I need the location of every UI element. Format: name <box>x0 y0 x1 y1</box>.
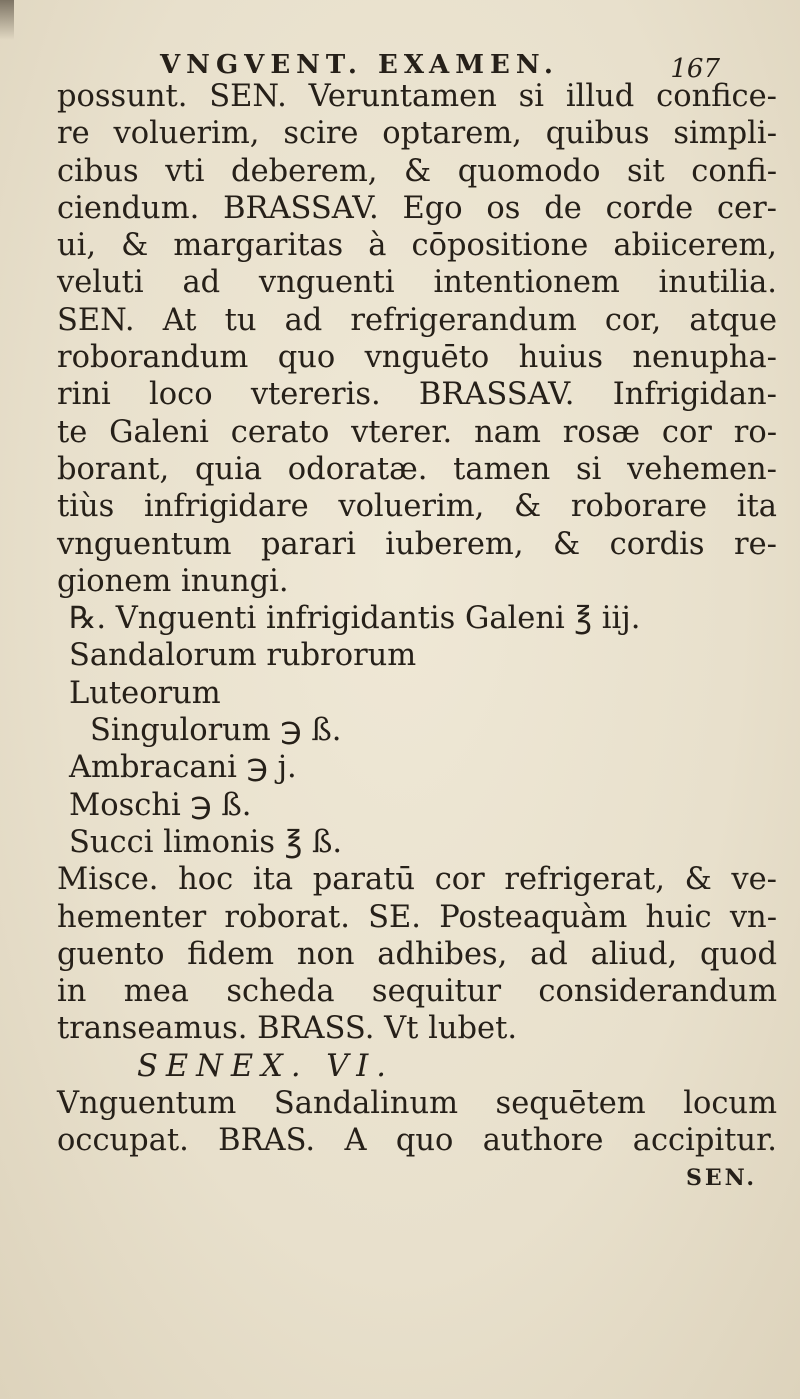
text-line: Misce. hoc ita paratū cor refrigerat, & ve- <box>57 862 777 898</box>
page-edge-shadow <box>0 0 14 40</box>
recipe-ingredient: Luteorum <box>69 675 221 711</box>
text-line: Vnguentum Sandalinum sequētem locum <box>57 1086 777 1122</box>
page-number: 167 <box>670 54 720 84</box>
recipe-ingredient: Singulorum ℈ ß. <box>90 713 342 749</box>
text-line: ui, & margaritas à cōpositione abiicerem, <box>57 228 777 264</box>
text-line: in mea scheda sequitur considerandum <box>57 974 777 1010</box>
text-line: SEN. At tu ad refrigerandum cor, atque <box>57 302 777 338</box>
text-line: gionem inungi. <box>57 563 289 599</box>
recipe-title-line: ℞. Vnguenti infrigidantis Galeni ℥ iij. <box>69 601 641 637</box>
text-line: ciendum. BRASSAV. Ego os de corde cer- <box>57 190 777 226</box>
text-line: vnguentum parari iuberem, & cordis re- <box>57 526 777 562</box>
text-line: te Galeni cerato vterer. nam rosæ cor ro- <box>57 414 777 450</box>
recipe-ingredient: Sandalorum rubrorum <box>69 638 417 674</box>
text-line: rini loco vtereris. BRASSAV. Infrigidan- <box>57 377 777 413</box>
text-line: roborandum quo vnguēto huius nenupha- <box>57 340 777 376</box>
text-line: hementer roborat. SE. Posteaquàm huic vn- <box>57 899 777 935</box>
recipe-ingredient: Succi limonis ℥ ß. <box>69 824 343 860</box>
text-line: borant, quia odoratæ. tamen si vehemen- <box>57 451 777 487</box>
text-line: guento fidem non adhibes, ad aliud, quod <box>57 936 777 972</box>
text-line: cibus vti deberem, & quomodo sit confi- <box>57 153 777 189</box>
text-line: tiùs infrigidare voluerim, & roborare ita <box>57 489 777 525</box>
text-line: re voluerim, scire optarem, quibus simpli- <box>57 116 777 152</box>
body-text <box>57 78 777 1197</box>
catchword: SEN. <box>685 1164 757 1191</box>
text-line: transeamus. BRASS. Vt lubet. <box>57 1011 518 1047</box>
section-heading: SENEX. VI. <box>137 1048 394 1084</box>
text-line: veluti ad vnguenti intentionem inutilia. <box>57 265 777 301</box>
recipe-ingredient: Ambracani ℈ j. <box>69 750 297 786</box>
text-line: possunt. SEN. Veruntamen si illud confice- <box>57 79 777 114</box>
running-title: VNGVENT. EXAMEN. <box>160 50 559 80</box>
recipe-ingredient: Moschi ℈ ß. <box>69 787 252 823</box>
text-line: occupat. BRAS. A quo authore accipitur. <box>57 1123 777 1159</box>
